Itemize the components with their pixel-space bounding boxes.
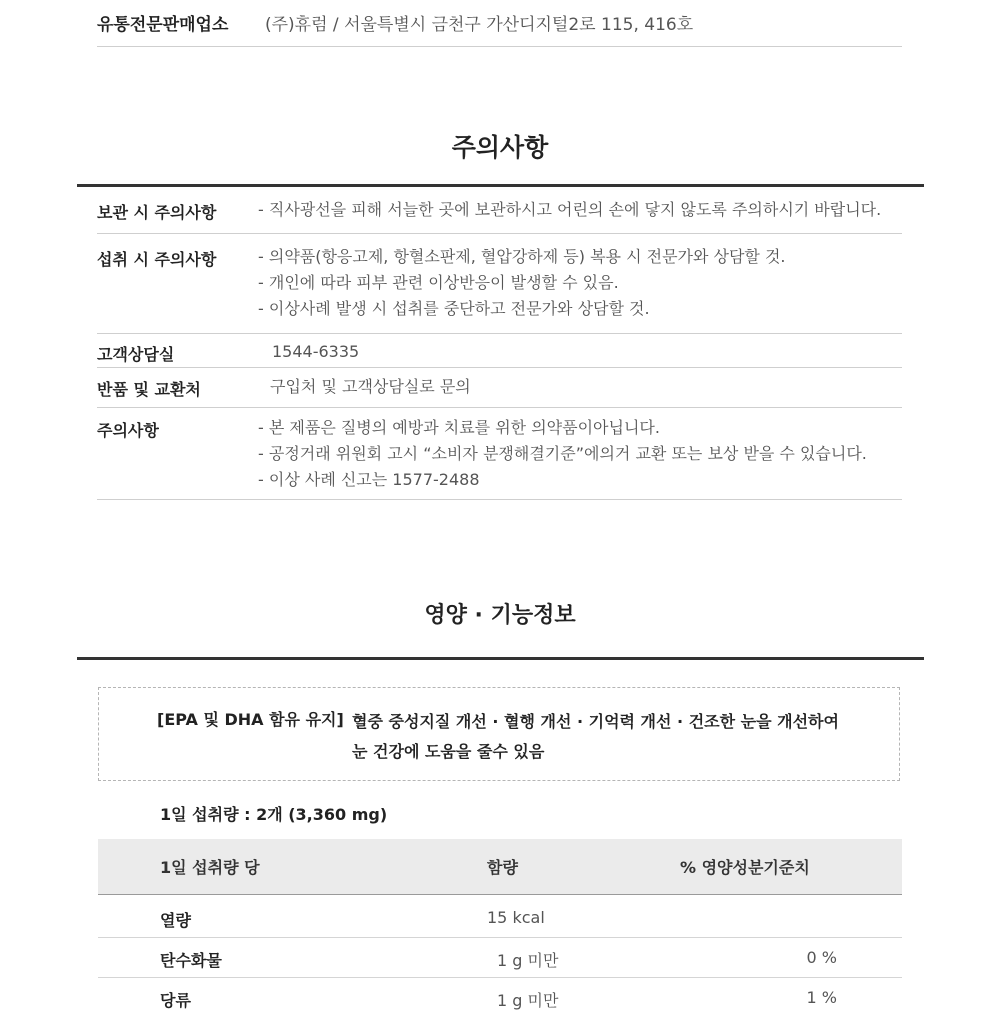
row-divider (97, 333, 902, 334)
intake-caution-line-1: - 의약품(항응고제, 항혈소판제, 혈압강하제 등) 복용 시 전문가와 상담할 것. (258, 247, 786, 266)
row-divider (97, 407, 902, 408)
divider (97, 46, 902, 47)
nutrient-name: 탄수화물 (160, 951, 222, 970)
notice-line-1: - 본 제품은 질병의 예방과 치료를 위한 의약품이아닙니다. (258, 418, 660, 437)
storage-caution-label: 보관 시 주의사항 (97, 203, 217, 222)
distributor-label: 유통전문판매업소 (97, 15, 229, 35)
notice-line-2: - 공정거래 위원회 고시 “소비자 분쟁해결기준”에의거 교환 또는 보상 받을 수 있습니다. (258, 444, 867, 463)
customer-center-phone: 1544-6335 (272, 342, 360, 361)
daily-intake: 1일 섭취량 : 2개 (3,360 mg) (160, 805, 388, 824)
header-daily-value: % 영양성분기준치 (680, 858, 810, 877)
table-row-divider (98, 937, 902, 938)
intake-caution-line-3: - 이상사례 발생 시 섭취를 중단하고 전문가와 상담할 것. (258, 299, 650, 318)
claim-line-1: 혈중 중성지질 개선 · 혈행 개선 · 기억력 개선 · 건조한 눈을 개선하여 (352, 712, 839, 731)
returns-label: 반품 및 교환처 (97, 380, 201, 399)
notice-line-3: - 이상 사례 신고는 1577-2488 (258, 470, 480, 489)
header-amount: 함량 (487, 858, 518, 877)
intake-caution-line-2: - 개인에 따라 피부 관련 이상반응이 발생할 수 있음. (258, 273, 619, 292)
nutrient-amount: 1 g 미만 (497, 951, 559, 970)
nutrient-amount: 1 g 미만 (497, 991, 559, 1010)
nutrition-top-divider (77, 657, 924, 660)
header-serving: 1일 섭취량 당 (160, 858, 260, 877)
notice-label: 주의사항 (97, 421, 159, 440)
distributor-value: (주)휴럼 / 서울특별시 금천구 가산디지털2로 115, 416호 (265, 15, 694, 35)
row-divider (97, 499, 902, 500)
row-divider (97, 233, 902, 234)
customer-center-label: 고객상담실 (97, 345, 175, 364)
nutrient-name: 당류 (160, 991, 191, 1010)
caution-section-title: 주의사항 (451, 133, 549, 162)
row-divider (97, 367, 902, 368)
claim-text (352, 707, 872, 767)
storage-caution-text: - 직사광선을 피해 서늘한 곳에 보관하시고 어린의 손에 닿지 않도록 주의하시기 바랍니다. (258, 200, 882, 219)
nutrient-name: 열량 (160, 911, 191, 930)
table-row-divider (98, 977, 902, 978)
claim-label: [EPA 및 DHA 함유 유지] (157, 710, 344, 729)
nutrient-percent: 1 % (806, 988, 837, 1007)
nutrient-percent: 0 % (806, 948, 837, 967)
intake-caution-label: 섭취 시 주의사항 (97, 250, 217, 269)
caution-top-divider (77, 184, 924, 187)
claim-line-2: 눈 건강에 도움을 줄수 있음 (352, 742, 545, 761)
nutrition-section-title: 영양 · 기능정보 (424, 603, 576, 628)
nutrient-amount: 15 kcal (487, 908, 545, 927)
returns-text: 구입처 및 고객상담실로 문의 (270, 377, 471, 396)
